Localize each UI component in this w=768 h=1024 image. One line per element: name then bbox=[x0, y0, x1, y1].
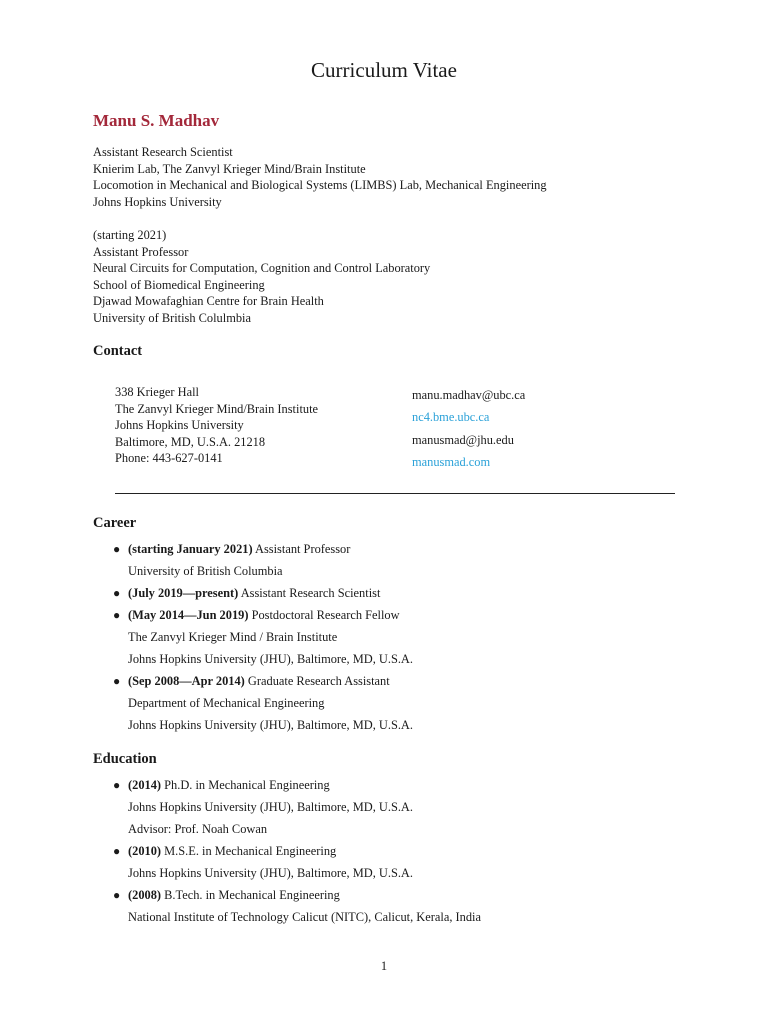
entry-detail: Johns Hopkins University (JHU), Baltimore, MD, U.S.A. bbox=[128, 718, 413, 732]
bullet-icon: ● bbox=[113, 888, 121, 902]
entry-date: (starting January 2021) bbox=[128, 542, 253, 556]
contact-address bbox=[115, 384, 318, 467]
page-number: 1 bbox=[380, 959, 388, 973]
education-heading: Education bbox=[93, 751, 157, 767]
current-position-line: Assistant Research Scientist bbox=[93, 145, 233, 159]
future-position-line: Djawad Mowafaghian Centre for Brain Health bbox=[93, 294, 324, 308]
current-position-line: Knierim Lab, The Zanvyl Krieger Mind/Brain Institute bbox=[93, 161, 366, 176]
entry-date: (2014) bbox=[128, 778, 162, 792]
address-line: Baltimore, MD, U.S.A. 21218 bbox=[115, 434, 266, 449]
current-position-line: Locomotion in Mechanical and Biological Systems (LIMBS) Lab, Mechanical Engineering bbox=[93, 178, 547, 192]
entry-detail: The Zanvyl Krieger Mind / Brain Institute bbox=[128, 630, 338, 644]
entry-detail: Johns Hopkins University (JHU), Baltimore, MD, U.S.A. bbox=[128, 800, 413, 814]
entry-title: Assistant Professor bbox=[255, 542, 351, 556]
address-line: Johns Hopkins University bbox=[115, 418, 244, 432]
entry-title: Assistant Research Scientist bbox=[240, 586, 381, 600]
contact-online bbox=[412, 384, 525, 473]
bullet-icon: ● bbox=[113, 608, 121, 622]
entry-date: (2010) bbox=[128, 844, 162, 858]
future-position-line: Neural Circuits for Computation, Cognition and Control Laboratory bbox=[93, 261, 431, 275]
entry-detail: University of British Columbia bbox=[128, 564, 283, 578]
bullet-icon: ● bbox=[113, 542, 121, 556]
entry-title: Ph.D. in Mechanical Engineering bbox=[164, 778, 330, 792]
bullet-icon: ● bbox=[113, 674, 121, 688]
future-position-line: (starting 2021) bbox=[93, 228, 167, 242]
bullet-icon: ● bbox=[113, 778, 121, 792]
current-position-block bbox=[93, 144, 547, 210]
link-personal-website[interactable]: manusmad.com bbox=[412, 454, 491, 469]
link-ubc-website[interactable]: nc4.bme.ubc.ca bbox=[412, 410, 490, 425]
address-line: The Zanvyl Krieger Mind/Brain Institute bbox=[115, 401, 319, 416]
email-jhu: manusmad@jhu.edu bbox=[412, 432, 514, 447]
entry-title: B.Tech. in Mechanical Engineering bbox=[164, 888, 340, 902]
entry-date: (Sep 2008—Apr 2014) bbox=[128, 674, 245, 688]
entry-date: (May 2014—Jun 2019) bbox=[128, 608, 249, 622]
entry-title: Postdoctoral Research Fellow bbox=[251, 608, 400, 622]
entry-detail: Department of Mechanical Engineering bbox=[128, 696, 325, 710]
entry-date: (2008) bbox=[128, 888, 162, 902]
entry-detail: National Institute of Technology Calicut (NITC), Calicut, Kerala, India bbox=[128, 910, 481, 924]
contact-heading: Contact bbox=[93, 343, 143, 359]
future-position-line: University of British Colulmbia bbox=[93, 310, 251, 325]
career-heading: Career bbox=[93, 515, 137, 531]
horizontal-rule bbox=[115, 493, 675, 494]
future-position-line: School of Biomedical Engineering bbox=[93, 277, 265, 292]
bullet-icon: ● bbox=[113, 844, 121, 858]
entry-detail: Johns Hopkins University (JHU), Baltimore, MD, U.S.A. bbox=[128, 866, 413, 880]
entry-detail: Advisor: Prof. Noah Cowan bbox=[128, 822, 268, 836]
email-ubc: manu.madhav@ubc.ca bbox=[412, 388, 526, 402]
document-title: Curriculum Vitae bbox=[311, 58, 457, 82]
future-position-block bbox=[93, 227, 430, 326]
person-name: Manu S. Madhav bbox=[93, 111, 220, 130]
phone-line: Phone: 443-627-0141 bbox=[115, 451, 223, 465]
entry-title: Graduate Research Assistant bbox=[247, 674, 390, 688]
entry-title: M.S.E. in Mechanical Engineering bbox=[164, 844, 337, 858]
address-line: 338 Krieger Hall bbox=[115, 385, 199, 399]
current-position-line: Johns Hopkins University bbox=[93, 194, 222, 209]
entry-date: (July 2019—present) bbox=[128, 586, 239, 600]
entry-detail: Johns Hopkins University (JHU), Baltimore, MD, U.S.A. bbox=[128, 652, 413, 666]
future-position-line: Assistant Professor bbox=[93, 244, 189, 259]
bullet-icon: ● bbox=[113, 586, 121, 600]
